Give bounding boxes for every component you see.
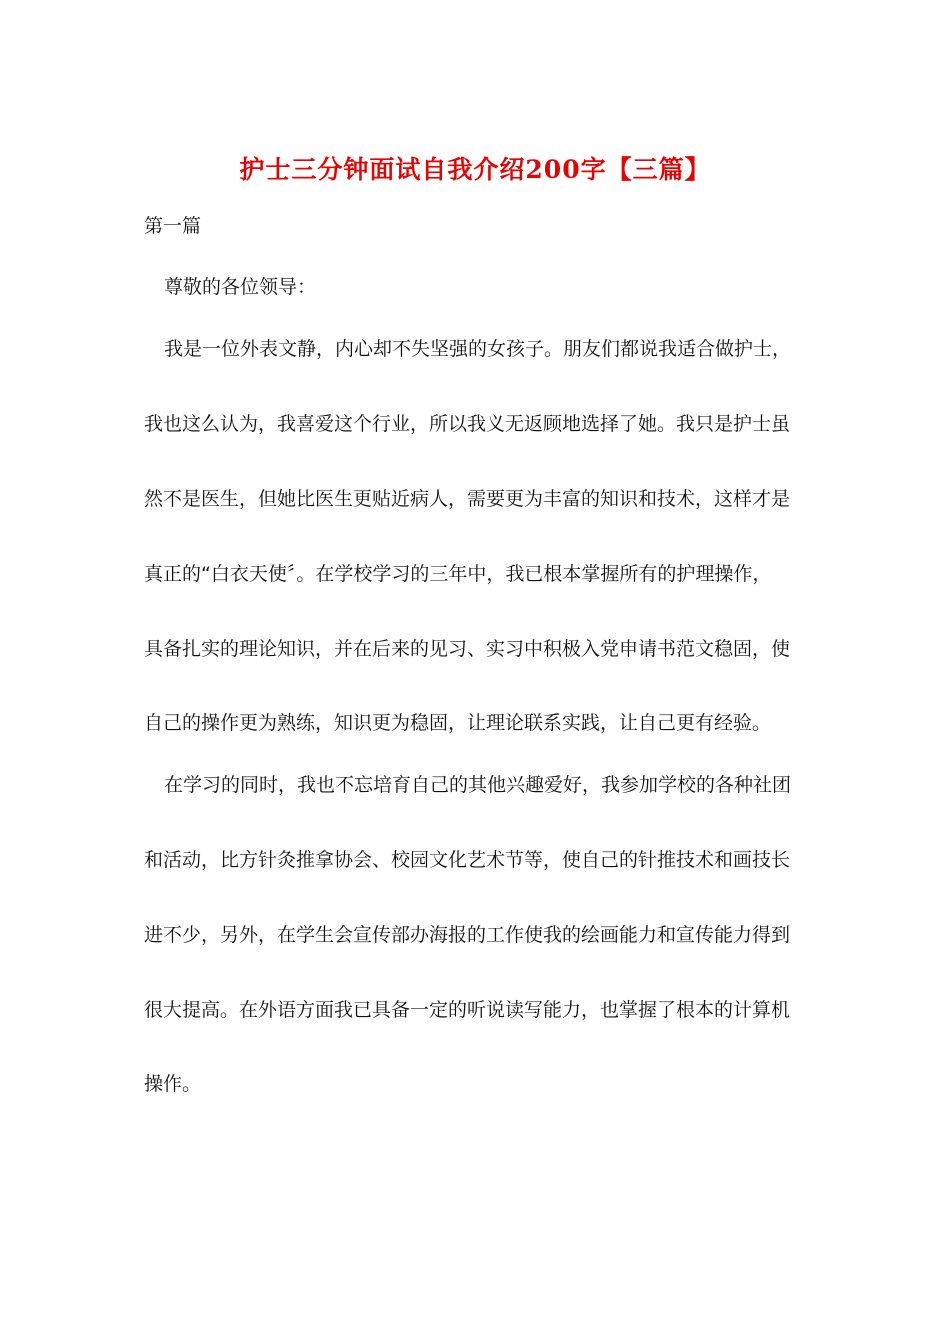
paragraph-line: 进不少，另外，在学生会宣传部办海报的工作使我的绘画能力和宣传能力得到 xyxy=(144,924,791,946)
paragraph-line: 具备扎实的理论知识，并在后来的见习、实习中积极入党申请书范文稳固，使 xyxy=(144,638,791,660)
paragraph-line: 操作。 xyxy=(144,1073,202,1095)
paragraph-line: 和活动，比方针灸推拿协会、校园文化艺术节等，使自己的针推技术和画技长 xyxy=(144,849,791,871)
paragraph-line: 真正的“白衣天使〞。在学校学习的三年中，我已根本掌握所有的护理操作， xyxy=(144,563,772,585)
paragraph-line: 我是一位外表文静，内心却不失坚强的女孩子。朋友们都说我适合做护士， xyxy=(164,338,792,360)
paragraph-line: 很大提高。在外语方面我已具备一定的听说读写能力，也掌握了根本的计算机 xyxy=(144,999,791,1021)
paragraph-line: 在学习的同时，我也不忘培育自己的其他兴趣爱好，我参加学校的各种社团 xyxy=(164,774,792,796)
section-heading: 第一篇 xyxy=(144,215,202,237)
paragraph-line: 我也这么认为，我喜爱这个行业，所以我义无返顾地选择了她。我只是护士虽 xyxy=(144,413,791,435)
salutation: 尊敬的各位领导： xyxy=(164,276,317,298)
paragraph-line: 自己的操作更为熟练，知识更为稳固，让理论联系实践，让自己更有经验。 xyxy=(144,712,772,734)
document-title: 护士三分钟面试自我介绍200字【三篇】 xyxy=(239,155,711,184)
paragraph-line: 然不是医生，但她比医生更贴近病人，需要更为丰富的知识和技术，这样才是 xyxy=(144,488,791,510)
